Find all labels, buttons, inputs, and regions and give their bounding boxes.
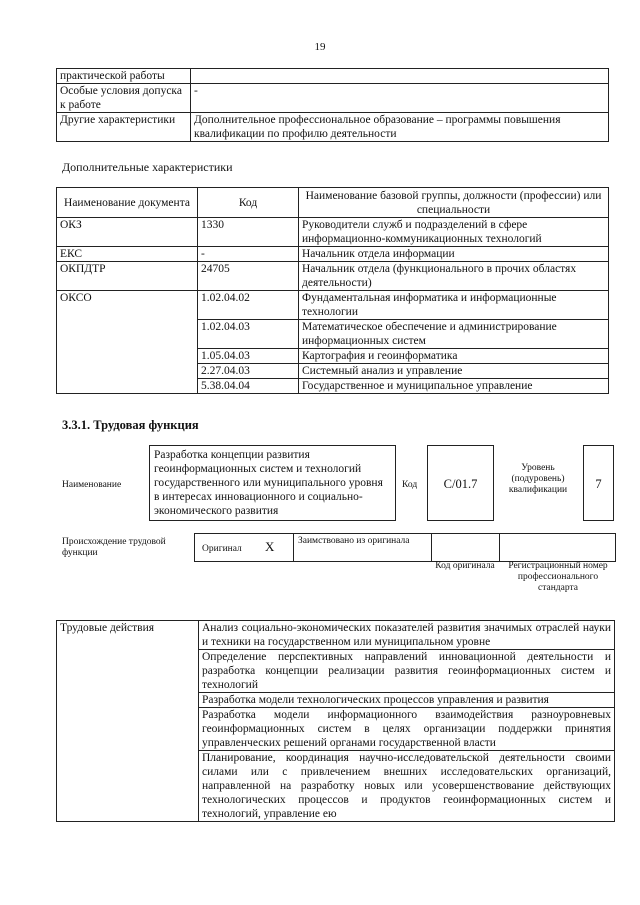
row-value: - [191, 84, 609, 113]
cell-code: 5.38.04.04 [198, 379, 299, 394]
additional-characteristics-title: Дополнительные характеристики [62, 160, 233, 174]
borrowed-label: Заимствовано из оригинала [298, 536, 410, 546]
cell-doc: ОКПДТР [57, 262, 198, 291]
level-value-box: 7 [583, 445, 614, 521]
labor-actions-label: Трудовые действия [57, 621, 199, 822]
table-row [57, 218, 609, 247]
cell-name: Начальник отдела информации [299, 247, 609, 262]
table-row [57, 247, 609, 262]
cell-name: Математическое обеспечение и администрирование информационных систем [299, 320, 609, 349]
labor-action-item: Планирование, координация научно-исследовательской деятельности своими силами или с привлечением внешних исследовательских организаций, направленной на разработку новых или усовершенствование действующих технологических процессов и продуктов геоинформационных систем и технологий, управление ею [199, 751, 615, 822]
table-row [57, 113, 609, 142]
origin-label: Происхождение трудовой функции [62, 537, 166, 558]
table-row [57, 84, 609, 113]
cell-name: Системный анализ и управление [299, 364, 609, 379]
table-row [57, 621, 615, 650]
origin-divider [293, 533, 294, 561]
registration-number-caption: Регистрационный номер профессионального стандарта [508, 561, 608, 593]
cell-code: 1.02.04.03 [198, 320, 299, 349]
top-characteristics-table [56, 68, 609, 142]
row-value: Дополнительное профессиональное образование – программы повышения квалификации по профилю деятельности [191, 113, 609, 142]
labor-action-item: Анализ социально-экономических показателей развития значимых отраслей науки и техники на государственном или муниципальном уровне [199, 621, 615, 650]
additional-characteristics-table [56, 187, 609, 394]
table-row [57, 291, 609, 320]
cell-doc: ЕКС [57, 247, 198, 262]
row-label: Другие характеристики [57, 113, 191, 142]
function-heading: 3.3.1. Трудовая функция [62, 418, 199, 432]
cell-code: 1330 [198, 218, 299, 247]
cell-name: Картография и геоинформатика [299, 349, 609, 364]
cell-code: - [198, 247, 299, 262]
cell-doc: ОКСО [57, 291, 198, 394]
labor-actions-table [56, 620, 615, 822]
cell-code: 2.27.04.03 [198, 364, 299, 379]
header-code: Код [198, 188, 299, 218]
row-label: Особые условия допуска к работе [57, 84, 191, 113]
cell-code: 24705 [198, 262, 299, 291]
row-value [191, 69, 609, 84]
cell-name: Государственное и муниципальное управление [299, 379, 609, 394]
original-mark[interactable]: X [265, 539, 275, 554]
table-row [57, 262, 609, 291]
origin-divider [431, 533, 432, 561]
header-doc: Наименование документа [57, 188, 198, 218]
cell-doc: ОКЗ [57, 218, 198, 247]
labor-action-item: Определение перспективных направлений инновационной деятельности и разработка концепции реализации развития геоинформационных систем и технологий [199, 650, 615, 693]
original-label: Оригинал [202, 544, 242, 554]
cell-name: Фундаментальная информатика и информационные технологии [299, 291, 609, 320]
cell-code: 1.02.04.02 [198, 291, 299, 320]
function-code-box: C/01.7 [427, 445, 494, 521]
labor-action-item: Разработка модели информационного взаимодействия разноуровневых геоинформационных систем в целях организации поддержки принятия управленческих решений органами государственной власти [199, 708, 615, 751]
table-row [57, 69, 609, 84]
cell-name: Начальник отдела (функционального в прочих областях деятельности) [299, 262, 609, 291]
page-number: 19 [314, 41, 326, 53]
row-label: практической работы [57, 69, 191, 84]
function-name-label: Наименование [62, 480, 122, 490]
function-code-label: Код [402, 480, 418, 490]
labor-action-item: Разработка модели технологических процессов управления и развития [199, 693, 615, 708]
function-name-box: Разработка концепции развития геоинформационных систем и технологий государственного или муниципального уровня в интересах инновационного и социально-экономического развития [149, 445, 396, 521]
table-header-row [57, 188, 609, 218]
cell-name: Руководители служб и подразделений в сфере информационно-коммуникационных технологий [299, 218, 609, 247]
level-label: Уровень (подуровень) квалификации [508, 463, 568, 495]
code-original-caption: Код оригинала [435, 561, 495, 571]
header-name: Наименование базовой группы, должности (профессии) или специальности [299, 188, 609, 218]
origin-divider [499, 533, 500, 561]
cell-code: 1.05.04.03 [198, 349, 299, 364]
